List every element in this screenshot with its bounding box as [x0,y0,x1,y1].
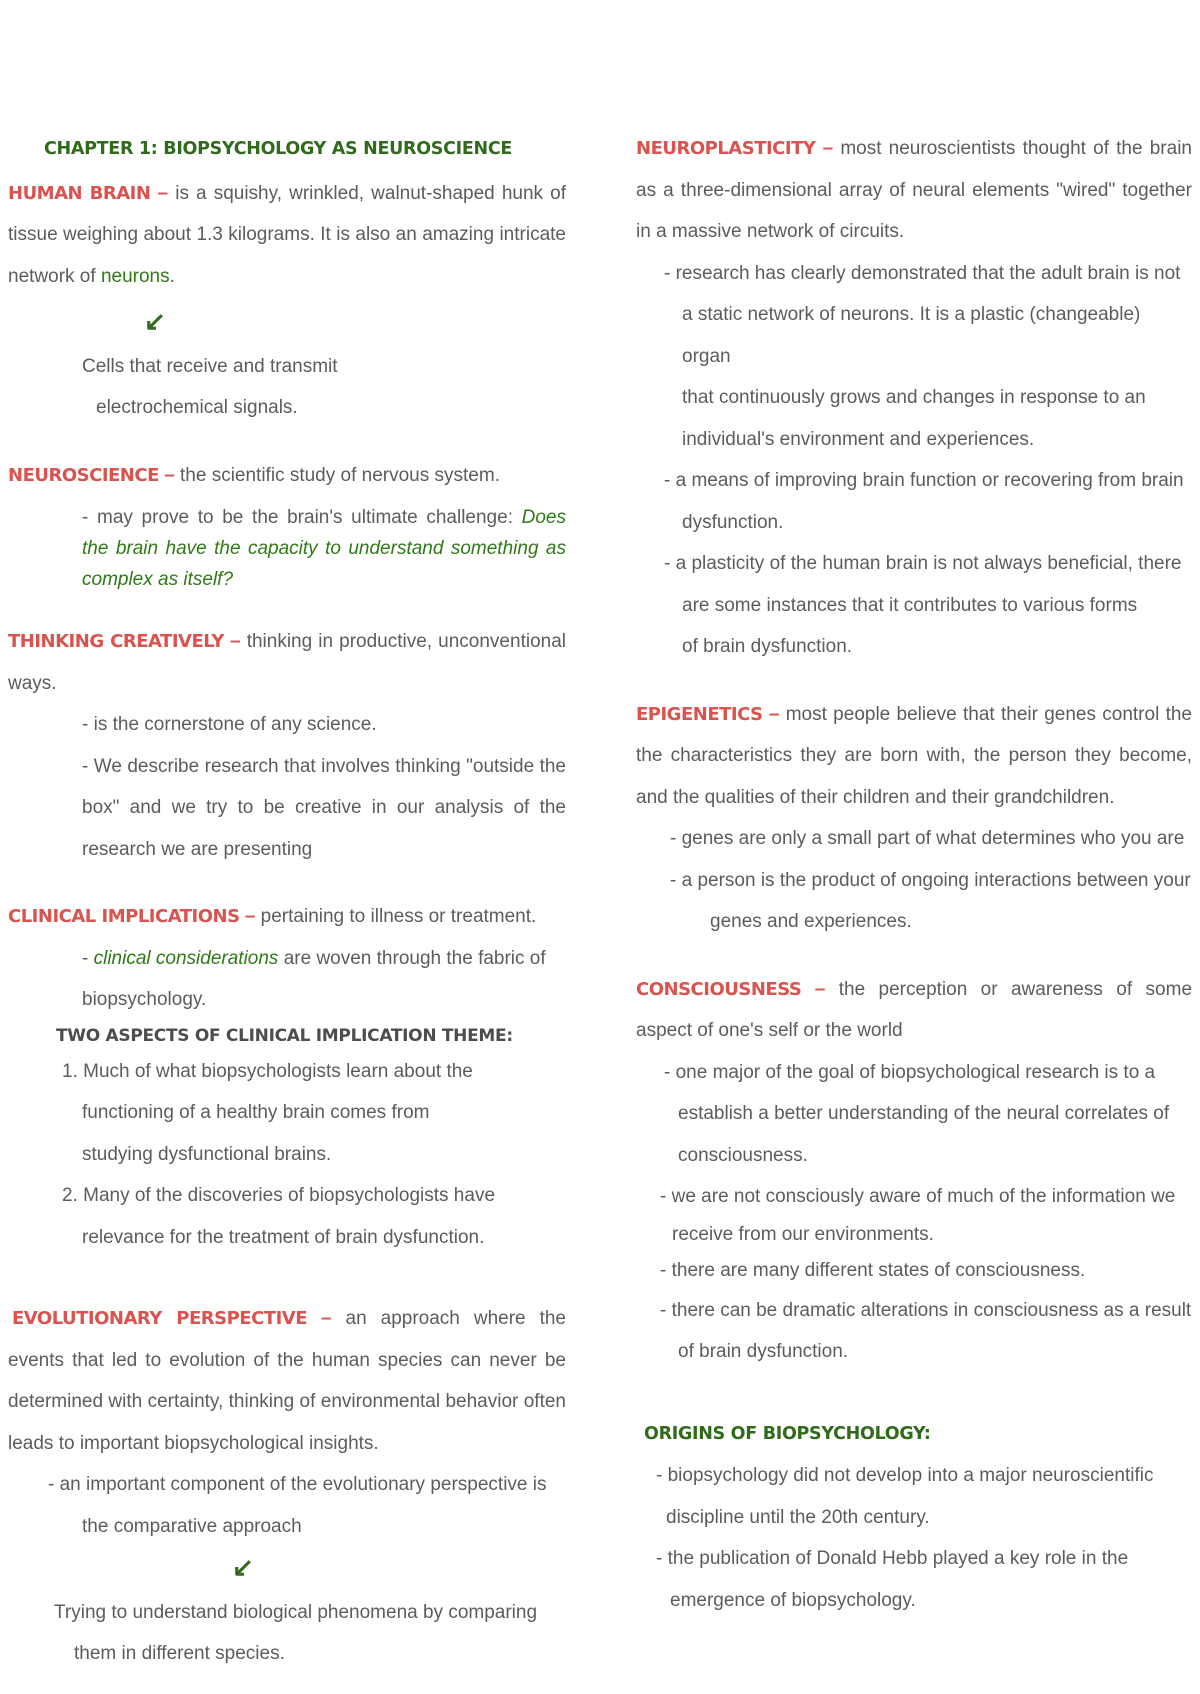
neuroplasticity-term: NEUROPLASTICITY [636,138,816,159]
consciousness-b2-l2: receive from our environments. [672,1223,934,1245]
thinking-term: THINKING CREATIVELY [8,631,224,652]
consciousness-b4-l1: - there can be dramatic alterations in consciousness as a result [660,1299,1192,1321]
epigenetics-definition [636,694,1192,819]
neurons-note-1: Cells that receive and transmit [82,355,338,377]
human-brain-end: . [169,265,175,287]
right-column [636,128,1192,1621]
aspect-1-line-2: functioning of a healthy brain comes from [82,1102,430,1123]
origins-title [636,1413,1192,1456]
comparative-note-1: Trying to understand biological phenomena by comparing [54,1601,538,1623]
neuroplasticity-text: most neuroscientists thought of the brain as a three-dimensional array of neural elements "wired" together in a massive network of circuits. [636,138,1192,242]
clinical-definition [8,896,566,938]
neuroscience-term: NEUROSCIENCE [8,464,159,486]
human-brain-text: is a squishy, wrinkled, walnut-shaped hunk of tissue weighing about 1.3 kilograms. It is also an amazing intricate network of [8,182,566,287]
aspect-1-line-1: 1. Much of what biopsychologists learn about the [62,1060,473,1082]
neuroscience-text: the scientific study of nervous system. [180,464,500,486]
epigenetics-dash: – [762,703,786,725]
human-brain-definition [8,173,566,298]
human-brain-dash: – [150,182,176,204]
neuroscience-bullet-text: - may prove to be the brain's ultimate challenge: [82,507,522,528]
clinical-term: CLINICAL IMPLICATIONS [8,906,240,927]
comparative-note-2: them in different species. [74,1643,285,1664]
neuroplasticity-b3-l3: of brain dysfunction. [682,636,853,657]
clinical-considerations: clinical considerations [93,947,279,969]
consciousness-b1-l1: - one major of the goal of biopsychological research is to a [664,1061,1156,1083]
neuroscience-bullet [8,496,566,595]
evolutionary-bullet-line-1: - an important component of the evolutionary perspective is [48,1474,547,1495]
neuroplasticity-dash: – [815,138,841,159]
neuroplasticity-b3-l1: - a plasticity of the human brain is not always beneficial, there [664,553,1182,574]
neuroplasticity-b1-l1: - research has clearly demonstrated that the adult brain is not [664,262,1181,284]
origins-b1-l1: - biopsychology did not develop into a major neuroscientific [656,1465,1154,1486]
epigenetics-text: most people believe that their genes control the the characteristics they are born with, the person they become, and the qualities of their children and their grandchildren. [636,703,1192,808]
neuroplasticity-b2-l1: - a means of improving brain function or recovering from brain [664,470,1184,491]
aspect-1-line-3: studying dysfunctional brains. [82,1143,332,1165]
evolutionary-text: an approach where the events that led to evolution of the human species can never be determined with certainty, thinking of environmental behavior often leads to important biopsychological insights. [8,1308,566,1454]
thinking-bullet-1: - is the cornerstone of any science. [82,714,377,735]
consciousness-b3: - there are many different states of consciousness. [660,1259,1086,1281]
origins-b2-l1: - the publication of Donald Hebb played a key role in the [656,1548,1129,1569]
origins-b2-l2: emergence of biopsychology. [670,1589,916,1611]
aspect-2-line-1: 2. Many of the discoveries of biopsychologists have [62,1185,496,1206]
clinical-bullet [8,938,566,1021]
thinking-text: thinking in productive, unconventional ways. [8,631,566,694]
chapter-title [8,128,566,171]
consciousness-dash: – [801,978,839,1000]
neurons-link: neurons [100,265,170,287]
evolutionary-definition [8,1298,566,1464]
thinking-bullet-2: - We describe research that involves thinking "outside the box" and we try to be creative in our analysis of the research we are presenting [82,755,566,860]
arrow-down-left-icon: ↙ [144,306,166,336]
clinical-text: pertaining to illness or treatment. [260,906,537,927]
epigenetics-b1: - genes are only a small part of what determines who you are [670,828,1185,849]
evolutionary-term: EVOLUTIONARY PERSPECTIVE [12,1308,308,1329]
consciousness-term: CONSCIOUSNESS [636,978,802,1000]
comparative-arrow [8,1547,566,1592]
epigenetics-term: EPIGENETICS [636,703,763,725]
neurons-note-2: electrochemical signals. [96,397,298,418]
evolutionary-dash: – [307,1308,346,1329]
neuroplasticity-b3-l2: are some instances that it contributes to various forms [682,594,1138,616]
aspect-2-line-2: relevance for the treatment of brain dysfunction. [82,1226,485,1248]
origins-title-text: ORIGINS OF BIOPSYCHOLOGY: [644,1423,931,1444]
chapter-title-text: CHAPTER 1: BIOPSYCHOLOGY AS NEUROSCIENCE [44,139,513,159]
epigenetics-b2-l1: - a person is the product of ongoing interactions between your [670,869,1191,891]
thinking-dash: – [223,631,247,652]
neurons-arrow [8,301,566,346]
neuroscience-question: Does the brain have the capacity to understand something as complex as itself? [82,507,566,590]
neuroscience-dash: – [158,464,181,486]
consciousness-b4-l2: of brain dysfunction. [678,1341,849,1362]
neuroscience-definition [8,455,566,497]
consciousness-definition [636,969,1192,1052]
evolutionary-bullet-line-2: the comparative approach [82,1515,302,1537]
clinical-dash: – [239,906,261,927]
epigenetics-b2-l2: genes and experiences. [710,911,912,932]
thinking-definition [8,621,566,704]
neuroplasticity-b1-l3: that continuously grows and changes in response to an [682,387,1146,408]
neuroplasticity-b2-l2: dysfunction. [682,511,784,533]
neuroplasticity-definition [636,128,1192,253]
consciousness-b2-l1: - we are not consciously aware of much of the information we [660,1186,1176,1207]
consciousness-text: the perception or awareness of some aspect of one's self or the world [636,978,1193,1041]
arrow-down-left-icon: ↙ [232,1552,254,1582]
aspects-title-text: TWO ASPECTS OF CLINICAL IMPLICATION THEME: [56,1025,513,1046]
aspects-title [8,1021,566,1051]
clinical-bullet-pre: - [82,947,94,969]
origins-b1-l2: discipline until the 20th century. [666,1506,930,1528]
neuroplasticity-b1-l2: a static network of neurons. It is a plastic (changeable) organ [682,304,1141,367]
left-column [8,128,566,1675]
consciousness-b1-l2: establish a better understanding of the neural correlates of [678,1103,1170,1124]
consciousness-b1-l3: consciousness. [678,1144,808,1166]
clinical-bullet-post: are woven through the fabric of biopsychology. [82,947,546,1010]
neuroplasticity-b1-l4: individual's environment and experiences. [682,428,1035,450]
human-brain-term: HUMAN BRAIN [8,182,151,204]
